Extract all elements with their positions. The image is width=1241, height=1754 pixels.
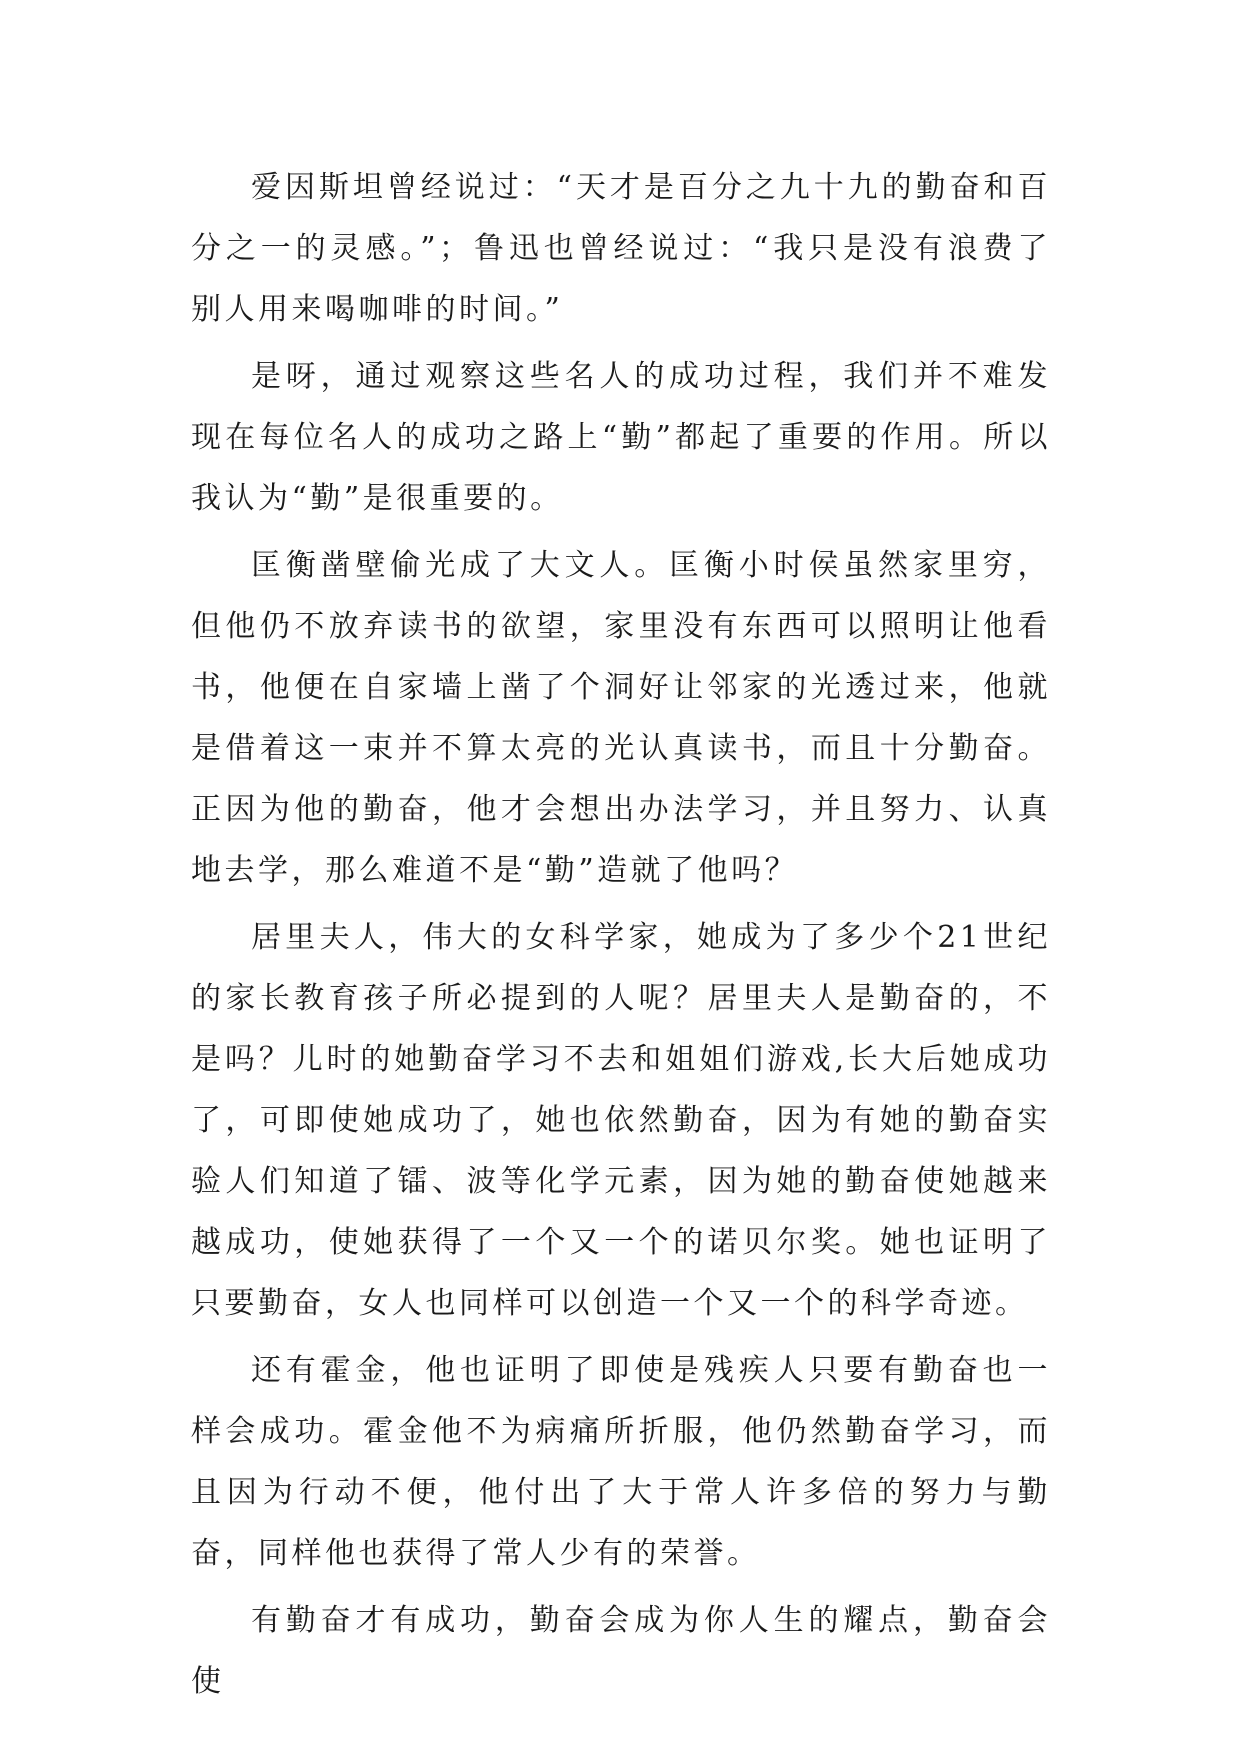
- paragraph-observation: 是呀，通过观察这些名人的成功过程，我们并不难发现在每位名人的成功之路上“勤”都起了重要的作用。所以我认为“勤”是很重要的。: [191, 359, 1051, 516]
- paragraph-conclusion: 有勤奋才有成功，勤奋会成为你人生的耀点，勤奋会使: [191, 1603, 1051, 1699]
- paragraph-hawking: 还有霍金，他也证明了即使是残疾人只要有勤奋也一样会成功。霍金他不为病痛所折服，他仍然勤奋学习，而且因为行动不便，他付出了大于常人许多倍的努力与勤奋，同样他也获得了常人少有的荣誉。: [191, 1353, 1051, 1571]
- paragraph-curie: 居里夫人，伟大的女科学家，她成为了多少个21世纪的家长教育孩子所必提到的人呢？居里夫人是勤奋的，不是吗？儿时的她勤奋学习不去和姐姐们游戏,长大后她成功了，可即使她成功了，她也依然勤奋，因为有她的勤奋实验人们知道了镭、波等化学元素，因为她的勤奋使她越来越成功，使她获得了一个又一个的诺贝尔奖。她也证明了只要勤奋，女人也同样可以创造一个又一个的科学奇迹。: [191, 920, 1051, 1321]
- document-body: [191, 157, 1051, 1718]
- paragraph-kuang-heng: 匡衡凿壁偷光成了大文人。匡衡小时侯虽然家里穷，但他仍不放弃读书的欲望，家里没有东西可以照明让他看书，他便在自家墙上凿了个洞好让邻家的光透过来，他就是借着这一束并不算太亮的光认真读书，而且十分勤奋。正因为他的勤奋，他才会想出办法学习，并且努力、认真地去学，那么难道不是“勤”造就了他吗？: [191, 548, 1051, 888]
- paragraph-einstein-quote: 爱因斯坦曾经说过：“天才是百分之九十九的勤奋和百分之一的灵感。”；鲁迅也曾经说过：“我只是没有浪费了别人用来喝咖啡的时间。”: [191, 170, 1051, 327]
